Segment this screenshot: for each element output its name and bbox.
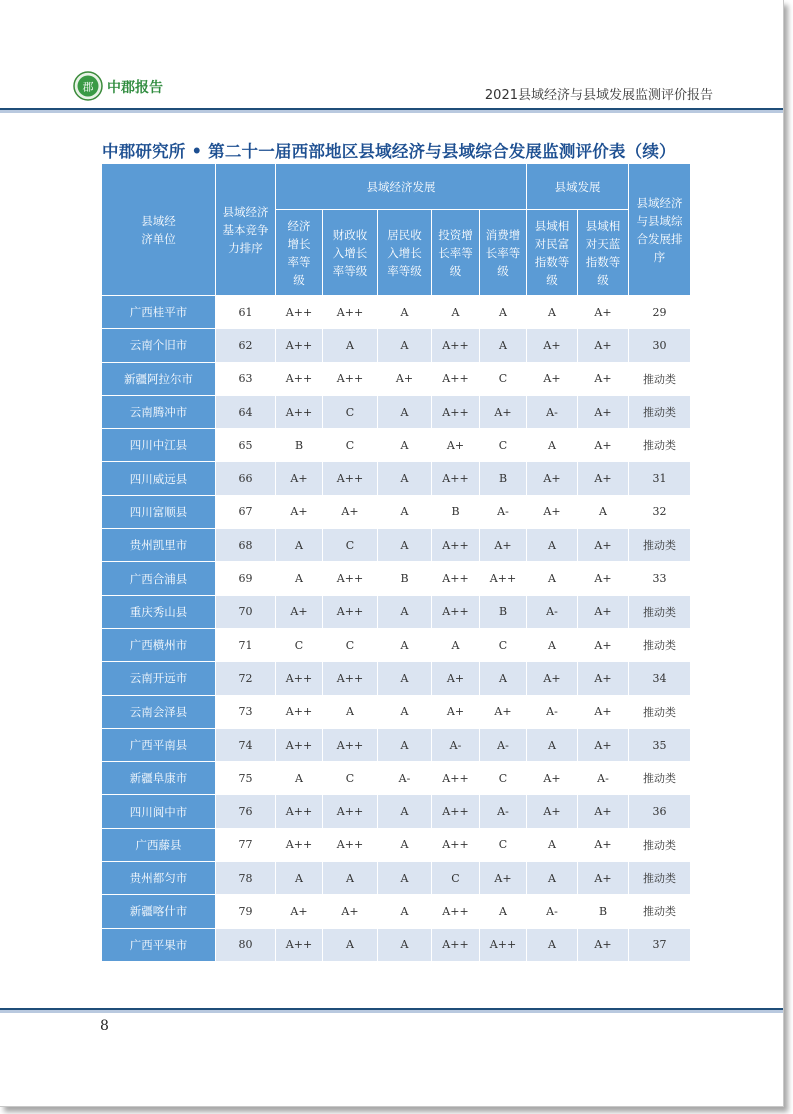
cell-rank: 75 bbox=[216, 762, 276, 795]
cell-consume: C bbox=[480, 429, 527, 462]
cell-resident: A+ bbox=[378, 362, 432, 395]
cell-resident: A bbox=[378, 595, 432, 628]
cell-consume: B bbox=[480, 595, 527, 628]
cell-econ: A++ bbox=[276, 329, 323, 362]
cell-unit: 重庆秀山县 bbox=[102, 595, 216, 628]
header-rule bbox=[0, 108, 783, 113]
header-overall: 县域经济与县域综合发展排序 bbox=[629, 164, 691, 296]
cell-wealth: A bbox=[527, 562, 578, 595]
cell-sky: A+ bbox=[578, 362, 629, 395]
cell-sky: B bbox=[578, 895, 629, 928]
cell-invest: A++ bbox=[432, 362, 480, 395]
cell-consume: C bbox=[480, 762, 527, 795]
table-row bbox=[102, 762, 691, 795]
cell-unit: 广西横州市 bbox=[102, 628, 216, 661]
cell-unit: 广西合浦县 bbox=[102, 562, 216, 595]
cell-overall: 推动类 bbox=[629, 395, 691, 428]
zhongjun-logo-icon bbox=[73, 71, 103, 101]
cell-sky: A+ bbox=[578, 695, 629, 728]
cell-wealth: A+ bbox=[527, 495, 578, 528]
table-row bbox=[102, 362, 691, 395]
cell-unit: 四川阆中市 bbox=[102, 795, 216, 828]
cell-invest: A++ bbox=[432, 462, 480, 495]
cell-overall: 推动类 bbox=[629, 628, 691, 661]
cell-overall: 推动类 bbox=[629, 862, 691, 895]
cell-invest: A+ bbox=[432, 695, 480, 728]
cell-resident: A bbox=[378, 462, 432, 495]
cell-econ: A++ bbox=[276, 728, 323, 761]
cell-rank: 71 bbox=[216, 628, 276, 661]
cell-wealth: A bbox=[527, 529, 578, 562]
cell-sky: A+ bbox=[578, 728, 629, 761]
cell-consume: C bbox=[480, 628, 527, 661]
cell-consume: A+ bbox=[480, 695, 527, 728]
table-row bbox=[102, 828, 691, 861]
cell-fiscal: A bbox=[323, 928, 378, 961]
cell-sky: A+ bbox=[578, 562, 629, 595]
cell-rank: 69 bbox=[216, 562, 276, 595]
cell-rank: 65 bbox=[216, 429, 276, 462]
cell-econ: A++ bbox=[276, 795, 323, 828]
cell-fiscal: A++ bbox=[323, 728, 378, 761]
table-row bbox=[102, 895, 691, 928]
cell-resident: A- bbox=[378, 762, 432, 795]
cell-econ: A+ bbox=[276, 595, 323, 628]
cell-wealth: A bbox=[527, 728, 578, 761]
cell-unit: 四川富顺县 bbox=[102, 495, 216, 528]
cell-unit: 云南个旧市 bbox=[102, 329, 216, 362]
cell-consume: A++ bbox=[480, 562, 527, 595]
cell-rank: 78 bbox=[216, 862, 276, 895]
cell-invest: A++ bbox=[432, 795, 480, 828]
cell-fiscal: A+ bbox=[323, 495, 378, 528]
cell-wealth: A bbox=[527, 429, 578, 462]
header-sky: 县域相对天蓝指数等级 bbox=[578, 210, 629, 296]
cell-econ: A+ bbox=[276, 895, 323, 928]
cell-fiscal: A bbox=[323, 862, 378, 895]
cell-rank: 72 bbox=[216, 662, 276, 695]
cell-rank: 67 bbox=[216, 495, 276, 528]
cell-resident: A bbox=[378, 695, 432, 728]
cell-invest: A++ bbox=[432, 595, 480, 628]
cell-resident: A bbox=[378, 895, 432, 928]
cell-econ: A++ bbox=[276, 362, 323, 395]
cell-econ: B bbox=[276, 429, 323, 462]
cell-overall: 29 bbox=[629, 296, 691, 329]
header-econ-growth: 经济增长率等级 bbox=[276, 210, 323, 296]
cell-invest: A++ bbox=[432, 895, 480, 928]
cell-resident: A bbox=[378, 529, 432, 562]
cell-fiscal: A++ bbox=[323, 462, 378, 495]
cell-unit: 贵州凯里市 bbox=[102, 529, 216, 562]
header-resident: 居民收入增长率等级 bbox=[378, 210, 432, 296]
cell-consume: A+ bbox=[480, 395, 527, 428]
cell-consume: A bbox=[480, 662, 527, 695]
cell-wealth: A bbox=[527, 862, 578, 895]
cell-resident: A bbox=[378, 296, 432, 329]
cell-econ: C bbox=[276, 628, 323, 661]
cell-econ: A++ bbox=[276, 296, 323, 329]
cell-fiscal: A++ bbox=[323, 362, 378, 395]
cell-unit: 新疆喀什市 bbox=[102, 895, 216, 928]
table-row bbox=[102, 628, 691, 661]
cell-overall: 推动类 bbox=[629, 529, 691, 562]
brand-name: 中郡报告 bbox=[107, 80, 163, 96]
cell-rank: 74 bbox=[216, 728, 276, 761]
cell-wealth: A bbox=[527, 828, 578, 861]
cell-overall: 36 bbox=[629, 795, 691, 828]
cell-resident: A bbox=[378, 862, 432, 895]
cell-overall: 推动类 bbox=[629, 695, 691, 728]
cell-overall: 30 bbox=[629, 329, 691, 362]
cell-rank: 62 bbox=[216, 329, 276, 362]
cell-unit: 广西桂平市 bbox=[102, 296, 216, 329]
table-row bbox=[102, 795, 691, 828]
cell-wealth: A+ bbox=[527, 362, 578, 395]
report-title: 2021县域经济与县域发展监测评价报告 bbox=[484, 88, 713, 103]
cell-unit: 云南腾冲市 bbox=[102, 395, 216, 428]
cell-sky: A bbox=[578, 495, 629, 528]
cell-fiscal: A++ bbox=[323, 562, 378, 595]
cell-sky: A+ bbox=[578, 329, 629, 362]
cell-resident: A bbox=[378, 495, 432, 528]
cell-overall: 推动类 bbox=[629, 762, 691, 795]
table-body bbox=[102, 296, 691, 962]
cell-sky: A+ bbox=[578, 395, 629, 428]
cell-consume: A- bbox=[480, 495, 527, 528]
cell-wealth: A+ bbox=[527, 762, 578, 795]
cell-sky: A+ bbox=[578, 462, 629, 495]
cell-unit: 广西藤县 bbox=[102, 828, 216, 861]
cell-econ: A++ bbox=[276, 662, 323, 695]
cell-fiscal: C bbox=[323, 762, 378, 795]
table-row bbox=[102, 928, 691, 961]
cell-consume: A bbox=[480, 329, 527, 362]
cell-invest: A bbox=[432, 628, 480, 661]
cell-econ: A++ bbox=[276, 695, 323, 728]
cell-sky: A- bbox=[578, 762, 629, 795]
table-row bbox=[102, 562, 691, 595]
cell-invest: A++ bbox=[432, 762, 480, 795]
cell-wealth: A- bbox=[527, 695, 578, 728]
cell-rank: 79 bbox=[216, 895, 276, 928]
cell-overall: 35 bbox=[629, 728, 691, 761]
cell-overall: 32 bbox=[629, 495, 691, 528]
cell-wealth: A+ bbox=[527, 662, 578, 695]
cell-fiscal: A bbox=[323, 329, 378, 362]
cell-unit: 四川中江县 bbox=[102, 429, 216, 462]
header-dev-group: 县域发展 bbox=[527, 164, 629, 210]
cell-unit: 贵州都匀市 bbox=[102, 862, 216, 895]
cell-wealth: A bbox=[527, 628, 578, 661]
cell-sky: A+ bbox=[578, 429, 629, 462]
cell-sky: A+ bbox=[578, 828, 629, 861]
cell-econ: A++ bbox=[276, 828, 323, 861]
cell-wealth: A- bbox=[527, 395, 578, 428]
cell-fiscal: A++ bbox=[323, 662, 378, 695]
cell-resident: A bbox=[378, 662, 432, 695]
cell-unit: 新疆阜康市 bbox=[102, 762, 216, 795]
cell-rank: 66 bbox=[216, 462, 276, 495]
cell-resident: A bbox=[378, 429, 432, 462]
cell-resident: A bbox=[378, 329, 432, 362]
cell-consume: A bbox=[480, 296, 527, 329]
cell-wealth: A+ bbox=[527, 462, 578, 495]
cell-overall: 推动类 bbox=[629, 828, 691, 861]
cell-fiscal: A++ bbox=[323, 595, 378, 628]
cell-invest: C bbox=[432, 862, 480, 895]
table-row bbox=[102, 395, 691, 428]
cell-resident: A bbox=[378, 728, 432, 761]
cell-consume: A+ bbox=[480, 862, 527, 895]
cell-sky: A+ bbox=[578, 862, 629, 895]
cell-rank: 77 bbox=[216, 828, 276, 861]
cell-wealth: A- bbox=[527, 595, 578, 628]
header-unit: 县域经济单位 bbox=[102, 164, 216, 296]
cell-consume: C bbox=[480, 828, 527, 861]
cell-resident: B bbox=[378, 562, 432, 595]
page-header bbox=[0, 62, 783, 110]
cell-unit: 广西平果市 bbox=[102, 928, 216, 961]
table-row bbox=[102, 329, 691, 362]
cell-fiscal: C bbox=[323, 429, 378, 462]
cell-invest: A+ bbox=[432, 429, 480, 462]
table-row bbox=[102, 695, 691, 728]
header-wealth: 县域相对民富指数等级 bbox=[527, 210, 578, 296]
cell-econ: A++ bbox=[276, 395, 323, 428]
header-fiscal: 财政收入增长率等级 bbox=[323, 210, 378, 296]
cell-resident: A bbox=[378, 795, 432, 828]
cell-econ: A+ bbox=[276, 495, 323, 528]
cell-overall: 31 bbox=[629, 462, 691, 495]
cell-unit: 四川威远县 bbox=[102, 462, 216, 495]
cell-consume: C bbox=[480, 362, 527, 395]
cell-resident: A bbox=[378, 395, 432, 428]
cell-rank: 70 bbox=[216, 595, 276, 628]
cell-overall: 33 bbox=[629, 562, 691, 595]
header-econ-group: 县域经济发展 bbox=[276, 164, 527, 210]
table-row bbox=[102, 862, 691, 895]
cell-invest: A++ bbox=[432, 329, 480, 362]
cell-invest: B bbox=[432, 495, 480, 528]
cell-sky: A+ bbox=[578, 795, 629, 828]
cell-sky: A+ bbox=[578, 296, 629, 329]
cell-consume: A- bbox=[480, 728, 527, 761]
cell-unit: 新疆阿拉尔市 bbox=[102, 362, 216, 395]
cell-econ: A bbox=[276, 529, 323, 562]
cell-overall: 推动类 bbox=[629, 362, 691, 395]
cell-overall: 推动类 bbox=[629, 595, 691, 628]
cell-fiscal: C bbox=[323, 395, 378, 428]
cell-consume: A++ bbox=[480, 928, 527, 961]
page-number: 8 bbox=[100, 1018, 109, 1034]
cell-rank: 80 bbox=[216, 928, 276, 961]
cell-rank: 64 bbox=[216, 395, 276, 428]
cell-invest: A++ bbox=[432, 928, 480, 961]
cell-rank: 61 bbox=[216, 296, 276, 329]
table-row bbox=[102, 728, 691, 761]
cell-invest: A++ bbox=[432, 562, 480, 595]
table-row bbox=[102, 429, 691, 462]
cell-econ: A++ bbox=[276, 928, 323, 961]
cell-sky: A+ bbox=[578, 662, 629, 695]
table-title: 中郡研究所 • 第二十一届西部地区县域经济与县域综合发展监测评价表（续） bbox=[102, 142, 676, 161]
cell-invest: A+ bbox=[432, 662, 480, 695]
cell-invest: A++ bbox=[432, 529, 480, 562]
cell-fiscal: A+ bbox=[323, 895, 378, 928]
cell-wealth: A+ bbox=[527, 329, 578, 362]
cell-fiscal: A++ bbox=[323, 795, 378, 828]
cell-econ: A+ bbox=[276, 462, 323, 495]
cell-econ: A bbox=[276, 762, 323, 795]
cell-invest: A++ bbox=[432, 828, 480, 861]
table-row bbox=[102, 529, 691, 562]
cell-unit: 广西平南县 bbox=[102, 728, 216, 761]
cell-econ: A bbox=[276, 862, 323, 895]
cell-sky: A+ bbox=[578, 628, 629, 661]
cell-unit: 云南开远市 bbox=[102, 662, 216, 695]
cell-resident: A bbox=[378, 628, 432, 661]
header-rank: 县域经济基本竞争力排序 bbox=[216, 164, 276, 296]
cell-sky: A+ bbox=[578, 928, 629, 961]
cell-consume: A bbox=[480, 895, 527, 928]
cell-invest: A++ bbox=[432, 395, 480, 428]
table-row bbox=[102, 296, 691, 329]
cell-consume: A- bbox=[480, 795, 527, 828]
cell-consume: B bbox=[480, 462, 527, 495]
cell-invest: A bbox=[432, 296, 480, 329]
footer-rule bbox=[0, 1008, 783, 1013]
cell-unit: 云南会泽县 bbox=[102, 695, 216, 728]
cell-overall: 34 bbox=[629, 662, 691, 695]
table-row bbox=[102, 662, 691, 695]
cell-fiscal: C bbox=[323, 628, 378, 661]
table-row bbox=[102, 595, 691, 628]
table-row bbox=[102, 495, 691, 528]
cell-fiscal: A++ bbox=[323, 828, 378, 861]
cell-rank: 68 bbox=[216, 529, 276, 562]
cell-wealth: A bbox=[527, 296, 578, 329]
cell-overall: 37 bbox=[629, 928, 691, 961]
cell-rank: 63 bbox=[216, 362, 276, 395]
cell-overall: 推动类 bbox=[629, 429, 691, 462]
cell-resident: A bbox=[378, 928, 432, 961]
evaluation-table bbox=[101, 163, 691, 962]
cell-overall: 推动类 bbox=[629, 895, 691, 928]
cell-econ: A bbox=[276, 562, 323, 595]
cell-wealth: A bbox=[527, 928, 578, 961]
cell-wealth: A- bbox=[527, 895, 578, 928]
cell-rank: 73 bbox=[216, 695, 276, 728]
cell-fiscal: A bbox=[323, 695, 378, 728]
cell-consume: A+ bbox=[480, 529, 527, 562]
cell-wealth: A+ bbox=[527, 795, 578, 828]
header-invest: 投资增长率等级 bbox=[432, 210, 480, 296]
cell-rank: 76 bbox=[216, 795, 276, 828]
cell-fiscal: C bbox=[323, 529, 378, 562]
cell-sky: A+ bbox=[578, 595, 629, 628]
table-row bbox=[102, 462, 691, 495]
header-consume: 消费增长率等级 bbox=[480, 210, 527, 296]
logo-glyph: 郡 bbox=[82, 80, 94, 94]
cell-fiscal: A++ bbox=[323, 296, 378, 329]
cell-sky: A+ bbox=[578, 529, 629, 562]
cell-resident: A bbox=[378, 828, 432, 861]
cell-invest: A- bbox=[432, 728, 480, 761]
